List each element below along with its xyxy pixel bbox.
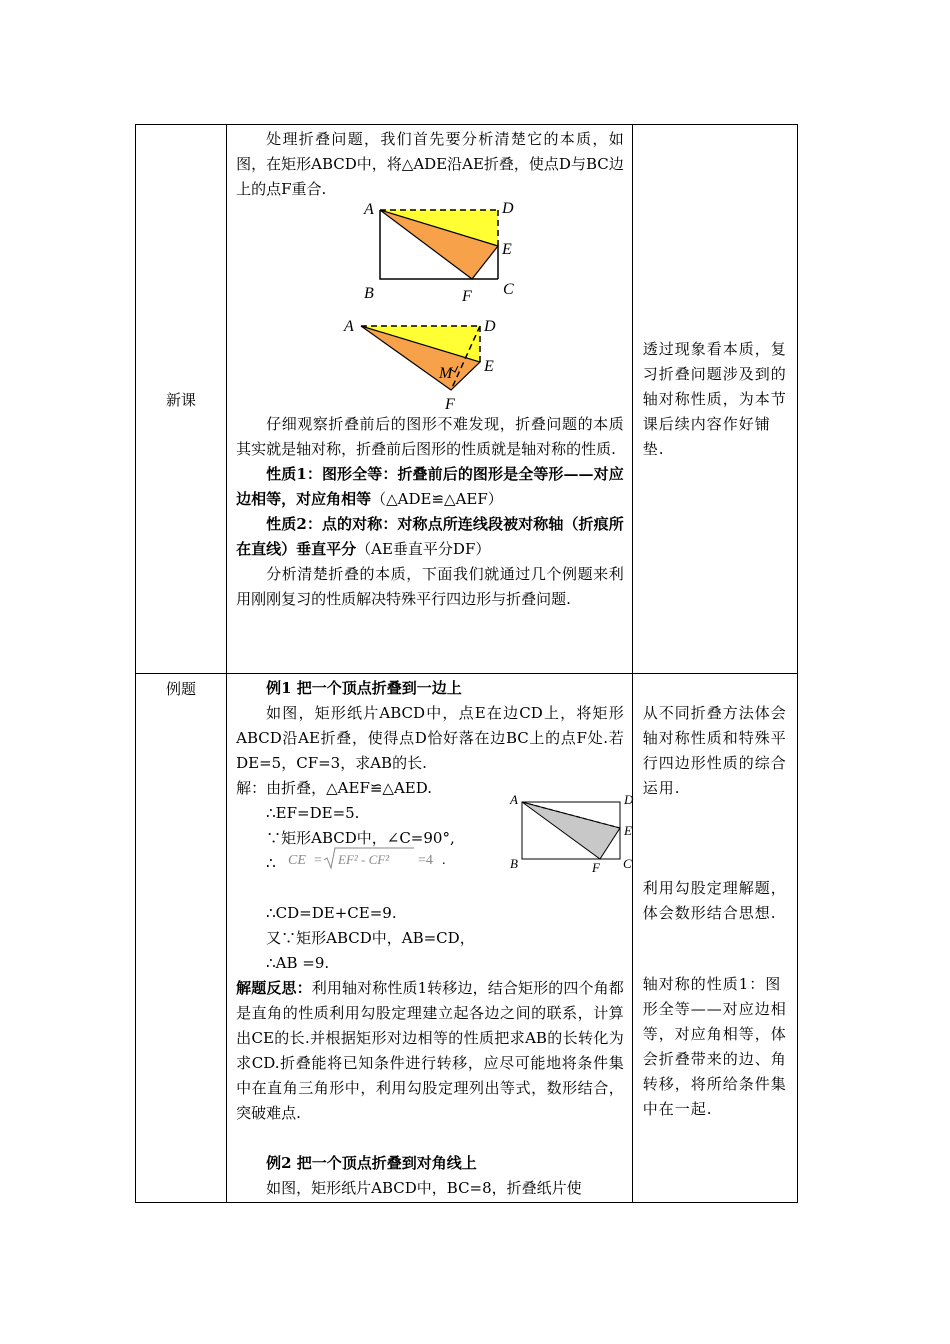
reflection-text: 利用轴对称性质1转移边，结合矩形的四个角都是直角的性质利用勾股定理建立起各边之间的联系，计算出CE的长.并根据矩形对边相等的性质把求AB的长转化为求CD.折叠能将已知条件进行转移，应尽可能地将条件集中在直角三角形中，利用勾股定理列出等式，数形结合，突破难点. — [236, 979, 624, 1122]
note-new-cell — [632, 125, 797, 674]
label-a: A — [344, 318, 354, 335]
property-1 — [236, 462, 624, 512]
solution-block — [236, 776, 634, 976]
solution-line-4 — [236, 851, 624, 901]
formula-period: . — [442, 853, 446, 868]
solution-line-7: ∴AB =9. — [266, 954, 330, 972]
note-example-2: 利用勾股定理解题，体会数形结合思想. — [642, 879, 787, 922]
row-new-lesson — [136, 125, 798, 674]
note-new: 透过现象看本质，复习折叠问题涉及到的轴对称性质，为本节课后续内容作好铺垫. — [642, 339, 787, 458]
property-1-note: （△ADE≌△AEF） — [371, 490, 503, 508]
example-1-title: 例1 把一个顶点折叠到一边上 — [266, 679, 462, 697]
section-label-example: 例题 — [136, 674, 227, 1203]
pythagorean-formula — [284, 845, 454, 871]
example-2-problem: 如图，矩形纸片ABCD中，BC=8，折叠纸片使 — [266, 1179, 582, 1197]
solution-line-1: 解：由折叠，△AEF≌△AED. — [236, 779, 432, 797]
label-c: C — [503, 281, 514, 298]
solution-line-3: ∵矩形ABCD中，∠C=90°, — [266, 829, 455, 847]
therefore-symbol: ∴ — [266, 854, 276, 872]
property-2-text: 性质2：点的对称：对称点所连线段被对称轴（折痕所在直线）垂直平分 — [236, 515, 624, 558]
label-e: E — [624, 823, 633, 838]
property-2 — [236, 512, 624, 562]
label-d: D — [502, 202, 514, 217]
formula-equals: = — [314, 853, 323, 868]
label-f: F — [592, 860, 601, 872]
solution-line-5: ∴CD=DE+CE=9. — [266, 904, 397, 922]
section-label-new: 新课 — [136, 125, 227, 674]
formula-radicand: EF² - CF² — [338, 852, 390, 867]
fold-figure-1 — [236, 202, 626, 302]
property-1-text: 性质1：图形全等：折叠前后的图形是全等形——对应边相等，对应角相等 — [236, 465, 624, 508]
label-d: D — [484, 318, 496, 335]
formula-result: =4 — [418, 853, 434, 868]
row-example — [136, 674, 798, 1203]
label-e: E — [502, 241, 512, 258]
reflection-label: 解题反思： — [236, 979, 312, 997]
label-e: E — [484, 358, 494, 375]
note-example-1: 从不同折叠方法体会轴对称性质和特殊平行四边形性质的综合运用. — [642, 704, 787, 797]
lesson-table — [135, 124, 798, 1203]
property-2-note: （AE垂直平分DF） — [356, 540, 491, 558]
label-f: F — [462, 288, 472, 302]
solution-line-2: ∴EF=DE=5. — [266, 804, 360, 822]
transition-paragraph: 分析清楚折叠的本质，下面我们就通过几个例题来利用刚刚复习的性质解决特殊平行四边形与折叠问题. — [236, 565, 624, 608]
example-2-title: 例2 把一个顶点折叠到对角线上 — [266, 1154, 477, 1172]
observation-paragraph: 仔细观察折叠前后的图形不难发现，折叠问题的本质其实就是轴对称，折叠前后图形的性质就是轴对称的性质. — [236, 415, 624, 458]
spacer — [236, 1126, 624, 1151]
fold-figure-2 — [236, 309, 626, 412]
example-content — [227, 674, 633, 1203]
label-b: B — [364, 285, 374, 302]
example-1-problem: 如图，矩形纸片ABCD中，点E在边CD上，将矩形ABCD沿AE折叠，使得点D恰好落在边BC上的点F处.若DE=5，CF=3，求AB的长. — [236, 704, 624, 772]
formula-ce: CE — [288, 853, 307, 868]
label-b: B — [510, 856, 519, 871]
note-example-cell — [632, 674, 797, 1203]
label-a: A — [364, 202, 374, 218]
solution-line-6: 又∵矩形ABCD中，AB=CD， — [266, 929, 475, 947]
label-c: C — [623, 856, 632, 871]
intro-paragraph: 处理折叠问题，我们首先要分析清楚它的本质，如图，在矩形ABCD中，将△ADE沿AE折叠，使点D与BC边上的点F重合. — [236, 130, 624, 198]
reflection-paragraph — [236, 976, 624, 1126]
label-f: F — [445, 396, 455, 412]
new-lesson-content — [227, 125, 633, 674]
label-d: D — [624, 792, 634, 807]
label-a: A — [510, 792, 519, 807]
note-example-3: 轴对称的性质1：图形全等——对应边相等，对应角相等，体会折叠带来的边、角转移，将所给条件集中在一起. — [642, 975, 787, 1118]
label-m: M — [439, 365, 453, 382]
